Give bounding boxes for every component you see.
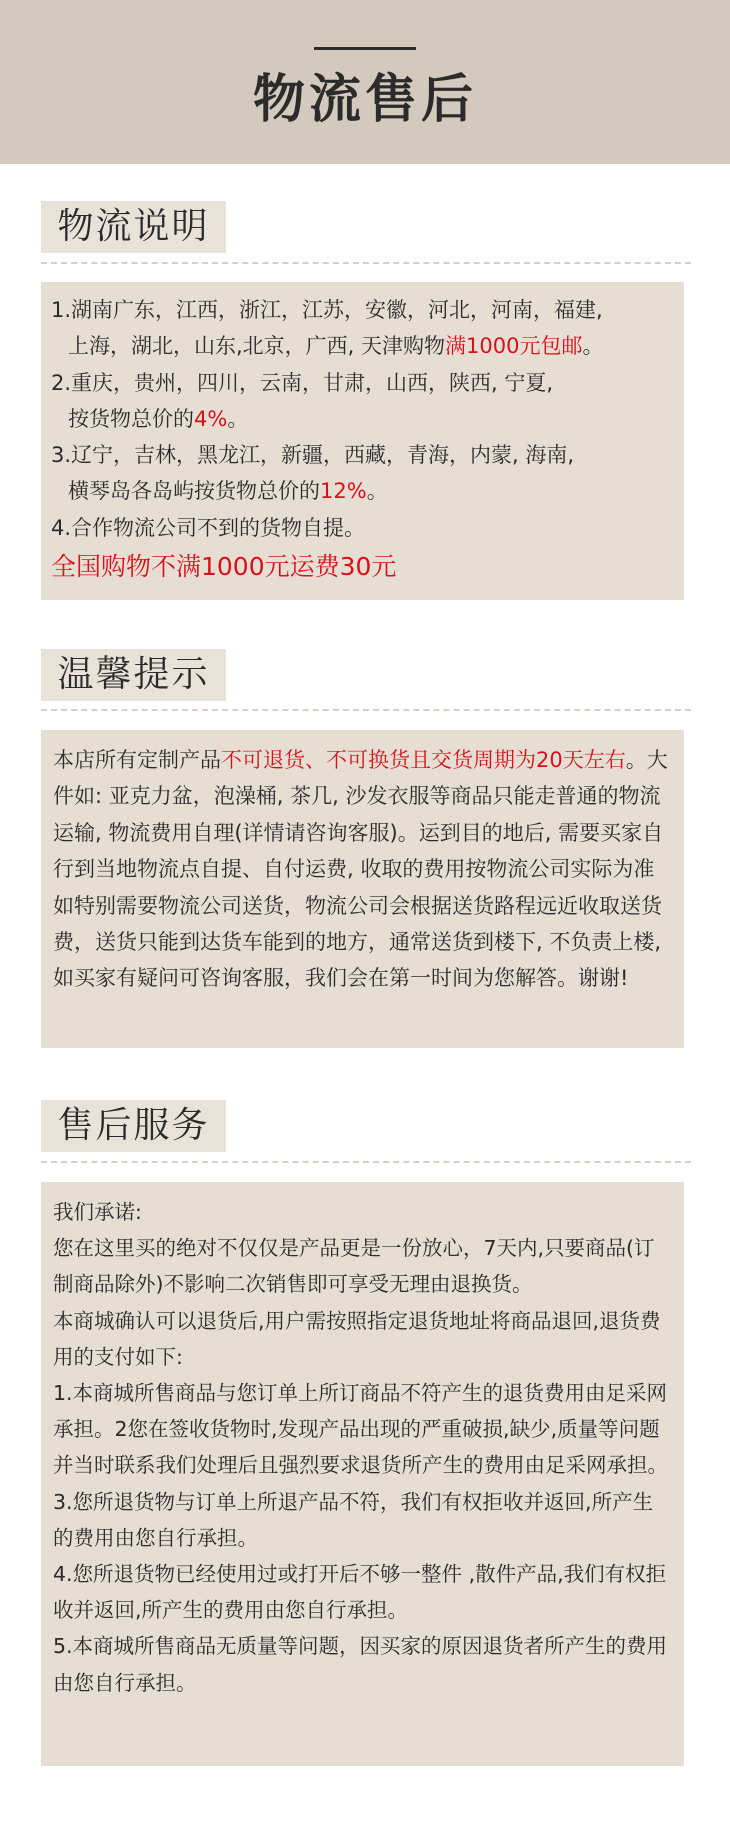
- list-item: 1.湖南广东，江西，浙江，江苏，安徽，河北，河南，福建,: [51, 298, 603, 322]
- section-divider: [41, 1161, 691, 1163]
- header-divider: [314, 47, 416, 50]
- paragraph: 1.本商城所售商品与您订单上所订商品不符产生的退货费用由足采网承担。2您在签收货物时,发现产品出现的严重破损,缺少,质量等问题并当时联系我们处理后且强烈要求退货所产生的费用由足采网承担。: [53, 1381, 668, 1478]
- paragraph: 本商城确认可以退货后,用户需按照指定退货地址将商品退回,退货费用的支付如下:: [53, 1308, 661, 1369]
- logistics-box: [41, 282, 684, 600]
- paragraph: 4.您所退货物已经使用过或打开后不够一整件 ,散件产品,我们有权拒收并返回,所产生的费用由您自行承担。: [53, 1562, 667, 1623]
- list-item: 2.重庆，贵州，四川，云南，甘肃，山西，陕西, 宁夏,: [51, 370, 554, 395]
- section-divider: [41, 709, 691, 711]
- aftersale-text: [53, 1194, 672, 1701]
- section-divider: [41, 262, 691, 264]
- tips-box: [41, 730, 684, 1048]
- paragraph: 3.您所退货物与订单上所退产品不符，我们有权拒收并返回,所产生的费用由您自行承担。: [53, 1489, 654, 1550]
- tips-text: 本店所有定制产品不可退货、不可换货且交货周期为20天左右。大件如: 亚克力盆，泡澡桶, 茶几, 沙发衣服等商品只能走普通的物流运输, 物流费用自理(详情请咨询客服)。运到目的地后, 需要买家自行到当地物流点自提、自付运费, 收取的费用按物流公司实际为准如特别需要物流公司送货，物流公司会根据送货路程远近收取送货费，送货只能到达货车能到的地方，通常送货到楼下, 不负责上楼, 如买家有疑问可咨询客服，我们会在第一时间为您解答。谢谢!: [53, 748, 668, 991]
- list-item: 4.合作物流公司不到的货物自提。: [51, 515, 366, 540]
- shipping-notice: 全国购物不满1000元运费30元: [51, 552, 397, 582]
- section-title-logistics: 物流说明: [41, 201, 226, 253]
- section-title-aftersale: 售后服务: [41, 1100, 226, 1152]
- logistics-list: [51, 292, 674, 546]
- paragraph: 您在这里买的绝对不仅仅是产品更是一份放心，7天内,只要商品(订制商品除外)不影响二次销售即可享受无理由退换货。: [53, 1236, 655, 1297]
- page-title: 物流售后: [252, 70, 477, 130]
- list-item: 上海，湖北，山东,北京，广西, 天津购物满1000元包邮。: [68, 334, 604, 359]
- list-item: 按货物总价的4%。: [68, 406, 249, 431]
- section-title-tips: 温馨提示: [41, 649, 226, 701]
- list-item: 横琴岛各岛屿按货物总价的12%。: [68, 479, 388, 504]
- paragraph: 我们承诺:: [53, 1200, 142, 1224]
- paragraph: 5.本商城所售商品无质量等问题，因买家的原因退货者所产生的费用由您自行承担。: [53, 1634, 668, 1695]
- list-item: 3.辽宁，吉林，黑龙江，新疆，西藏，青海，内蒙, 海南,: [51, 443, 575, 468]
- aftersale-box: [41, 1182, 684, 1766]
- page-header: [0, 0, 730, 164]
